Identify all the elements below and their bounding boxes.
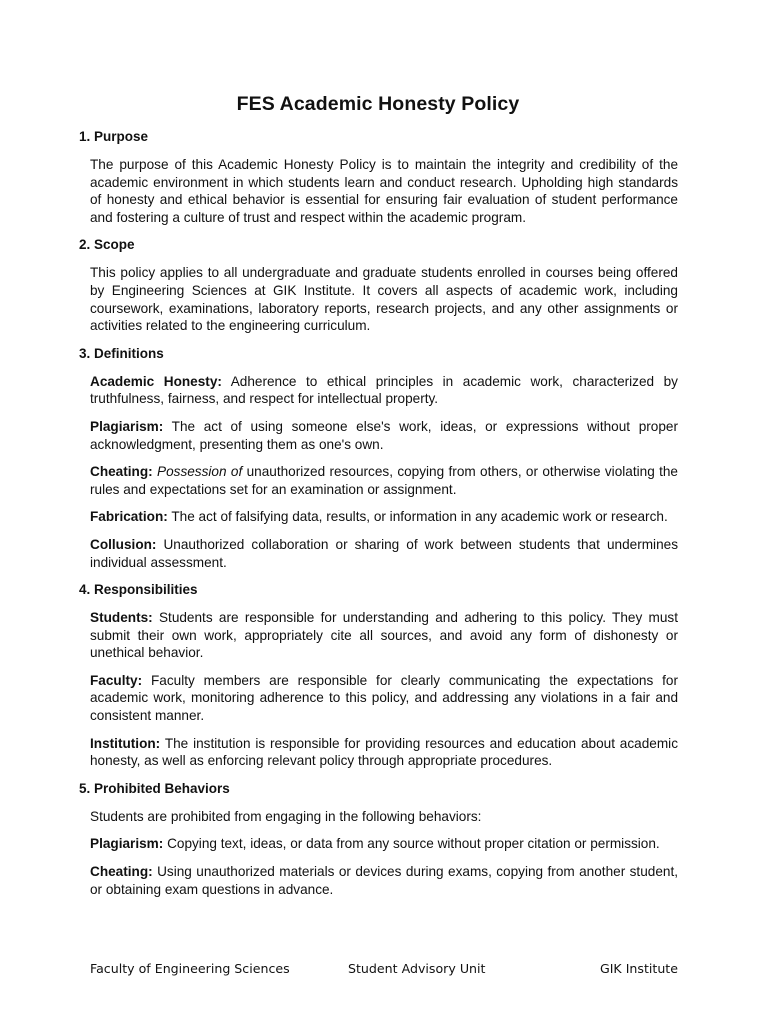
section-definitions: [79, 345, 678, 571]
footer-left: Faculty of Engineering Sciences: [90, 961, 290, 976]
definition-item: [90, 418, 678, 453]
section-prohibited-behaviors: [79, 780, 678, 898]
responsibility-item: [90, 609, 678, 662]
document-body: [79, 128, 678, 908]
definition-term: Cheating:: [90, 464, 153, 480]
definition-text: unauthorized resources, copying from others, or otherwise violating the rules and expectations set for an examination or assignment.: [90, 464, 678, 497]
definition-term: Academic Honesty:: [90, 373, 222, 389]
responsibility-term: Institution:: [90, 735, 161, 751]
definition-item: [90, 508, 678, 526]
prohibited-term: Cheating:: [90, 864, 153, 880]
prohibited-item: [90, 835, 678, 853]
responsibility-term: Faculty:: [90, 672, 143, 688]
definition-item: [90, 373, 678, 408]
responsibility-item: [90, 735, 678, 770]
section-intro: Students are prohibited from engaging in the following behaviors:: [90, 808, 482, 824]
prohibited-item: [90, 863, 678, 898]
definition-item: [90, 463, 678, 498]
section-responsibilities: [79, 581, 678, 770]
section-heading: 1. Purpose: [79, 129, 149, 144]
section-heading: 2. Scope: [79, 237, 135, 253]
footer-right: GIK Institute: [599, 961, 678, 976]
page-footer: [90, 961, 678, 979]
responsibility-text: Students are responsible for understanding and adhering to this policy. They must submit their own work, appropriately cite all sources, and avoid any form of dishonesty or unethical behavior.: [90, 610, 678, 661]
responsibility-text: The institution is responsible for providing resources and education about academic honesty, as well as enforcing relevant policy through appropriate procedures.: [90, 735, 678, 769]
definition-term: Fabrication:: [90, 509, 168, 525]
definition-item: [90, 536, 678, 571]
definition-term: Plagiarism:: [90, 418, 164, 434]
definition-text: The act of falsifying data, results, or information in any academic work or research.: [167, 509, 668, 525]
definition-text: Adherence to ethical principles in academic work, characterized by truthfulness, fairness, and respect for intellectual property.: [90, 373, 678, 407]
responsibility-text: Faculty members are responsible for clearly communicating the expectations for academic work, monitoring adherence to this policy, and addressing any violations in a fair and consistent manner.: [90, 672, 678, 724]
page-title: FES Academic Honesty Policy: [236, 93, 520, 115]
responsibility-item: [90, 672, 678, 725]
definition-text: The act of using someone else's work, ideas, or expressions without proper acknowledgment, presenting them as one's own.: [90, 418, 678, 452]
section-heading: 4. Responsibilities: [79, 582, 198, 598]
definition-text: Unauthorized collaboration or sharing of work between students that undermines individual assessment.: [90, 536, 678, 570]
footer-center: Student Advisory Unit: [348, 961, 486, 976]
definition-italic-text: Possession of: [157, 464, 243, 480]
prohibited-text: Copying text, ideas, or data from any source without proper citation or permission.: [163, 836, 660, 852]
responsibility-term: Students:: [90, 610, 153, 626]
definition-term: Collusion:: [90, 536, 157, 552]
prohibited-term: Plagiarism:: [90, 836, 164, 852]
section-heading: 5. Prohibited Behaviors: [79, 780, 230, 796]
prohibited-text: Using unauthorized materials or devices during exams, copying from another student, or obtaining exam questions in advance.: [90, 864, 678, 897]
section-scope: [79, 236, 678, 334]
section-paragraph: The purpose of this Academic Honesty Policy is to maintain the integrity and credibility of the academic environment in which students learn and conduct research. Upholding high standards of honesty and ethical behavior is essential for ensuring fair evaluation of student performance and fostering a culture of trust and respect within the academic program.: [90, 157, 678, 225]
section-paragraph: This policy applies to all undergraduate and graduate students enrolled in courses being offered by Engineering Sciences at GIK Institute. It covers all aspects of academic work, including coursework, examinations, laboratory reports, research projects, and any other assignments or activities related to the engineering curriculum.: [90, 265, 678, 334]
section-heading: 3. Definitions: [79, 345, 164, 361]
section-purpose: [79, 128, 678, 226]
